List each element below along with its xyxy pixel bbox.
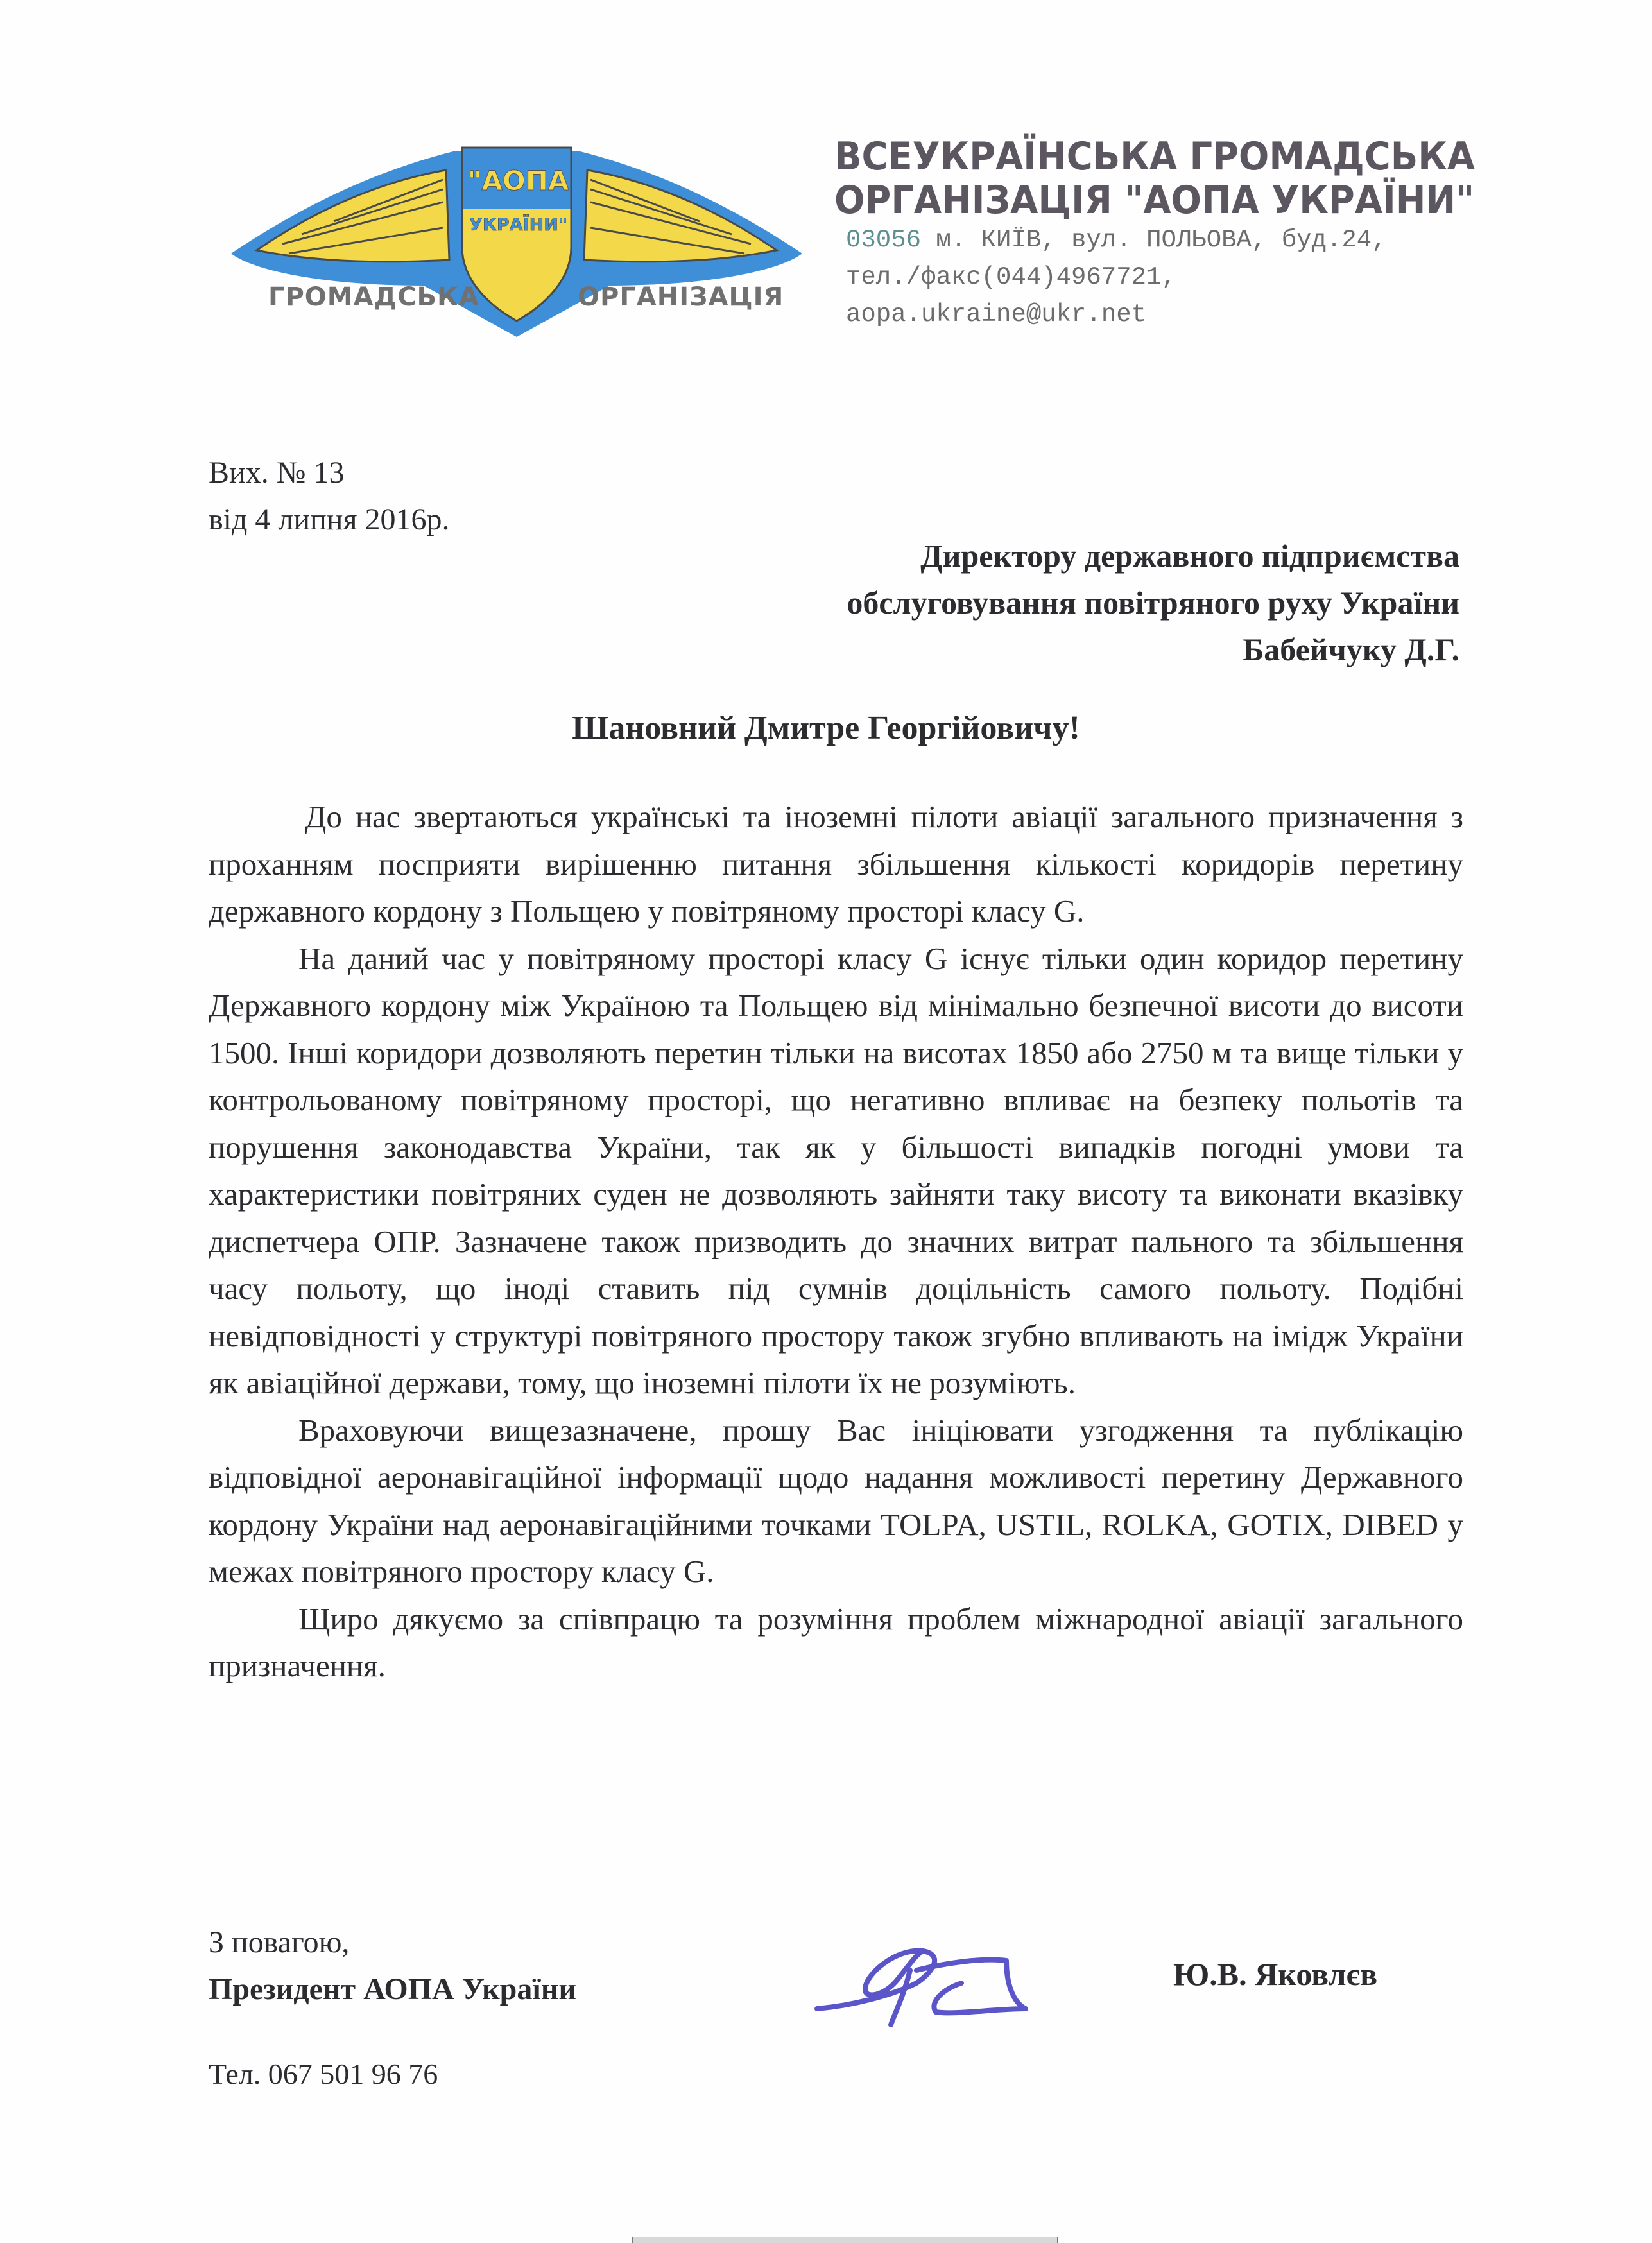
organization-name	[834, 135, 1475, 222]
body-paragraph: До нас звертаються українські та іноземні пілоти авіації загального призначення з проханням посприяти вирішенню питання збільшення кількості коридорів перетину державного кордону з Польщею у повітряному просторі класу G.	[209, 799, 1463, 929]
street-address: м. КИЇВ, вул. ПОЛЬОВА, буд.24,	[921, 226, 1387, 254]
scan-edge-artifact	[632, 2237, 1058, 2243]
logo-caption-right: ОРГАНІЗАЦІЯ	[578, 282, 784, 312]
shield-text-top: "АОПА	[467, 165, 569, 196]
org-name-line-1: ВСЕУКРАЇНСЬКА ГРОМАДСЬКА	[834, 134, 1476, 179]
outgoing-reference	[209, 449, 450, 543]
letter-body	[209, 793, 1463, 1690]
salutation: Шановний Дмитре Георгійовичу!	[572, 710, 1080, 746]
closing-regards: З повагою,	[209, 1925, 350, 1959]
addressee-line-3: Бабейчуку Д.Г.	[1243, 632, 1459, 667]
org-name-line-2: ОРГАНІЗАЦІЯ "АОПА УКРАЇНИ"	[834, 178, 1475, 223]
org-email: aopa.ukraine@ukr.net	[846, 300, 1147, 329]
addressee-line-2: обслуговування повітряного руху України	[847, 585, 1459, 621]
body-paragraph: Щиро дякуємо за співпрацю та розуміння проблем міжнародної авіації загального призначення.	[209, 1601, 1463, 1683]
org-address	[846, 221, 1387, 259]
logo-caption-left: ГРОМАДСЬКА	[268, 282, 479, 312]
organization-contacts	[846, 221, 1387, 333]
reference-number: Вих. № 13	[209, 456, 345, 490]
handwritten-signature-icon	[814, 1945, 1083, 2034]
org-phone-fax: тел./факс(044)4967721,	[846, 263, 1176, 291]
body-paragraph: На даний час у повітряному просторі класу G існує тільки один коридор перетину Державного кордону між Україною та Польщею від мінімально безпечної висоти до висоти 1500. Інші коридори дозволяють перетин тільки на висотах 1850 або 2750 м та вище тільки у контрольованому повітряному просторі, що негативно впливає на безпеку польотів та порушення законодавства України, так як у більшості випадків погодні умови та характеристики повітряних суден не дозволяють зайняти таку висоту та виконати вказівку диспетчера ОПР. Зазначене також призводить до значних витрат пального та збільшення часу польоту, що іноді ставить під сумнів доцільність самого польоту. Подібні невідповідності у структурі повітряного простору також згубно впливають на імідж України як авіаційної держави, тому, що іноземні пілоти їх не розуміють.	[209, 940, 1463, 1400]
body-paragraph: Враховуючи вищезазначене, прошу Вас ініціювати узгодження та публікацію відповідної аеронавігаційної інформації щодо надання можливості перетину Державного кордону України над аеронавігаційними точками TOLPA, USTIL, ROLKA, GOTIX, DIBED у межах повітряного простору класу G.	[209, 1412, 1463, 1589]
postal-code: 03056	[846, 226, 922, 254]
closing-block	[209, 1919, 576, 2013]
addressee-line-1: Директору державного підприємства	[920, 538, 1459, 574]
shield-text-bottom: УКРАЇНИ"	[469, 215, 567, 235]
signer-name: Ю.В. Яковлєв	[1173, 1956, 1378, 1992]
signer-title: Президент АОПА України	[209, 1972, 576, 2006]
reference-date: від 4 липня 2016р.	[209, 503, 450, 537]
contact-phone: Тел. 067 501 96 76	[209, 2058, 438, 2090]
addressee-block	[847, 533, 1459, 673]
